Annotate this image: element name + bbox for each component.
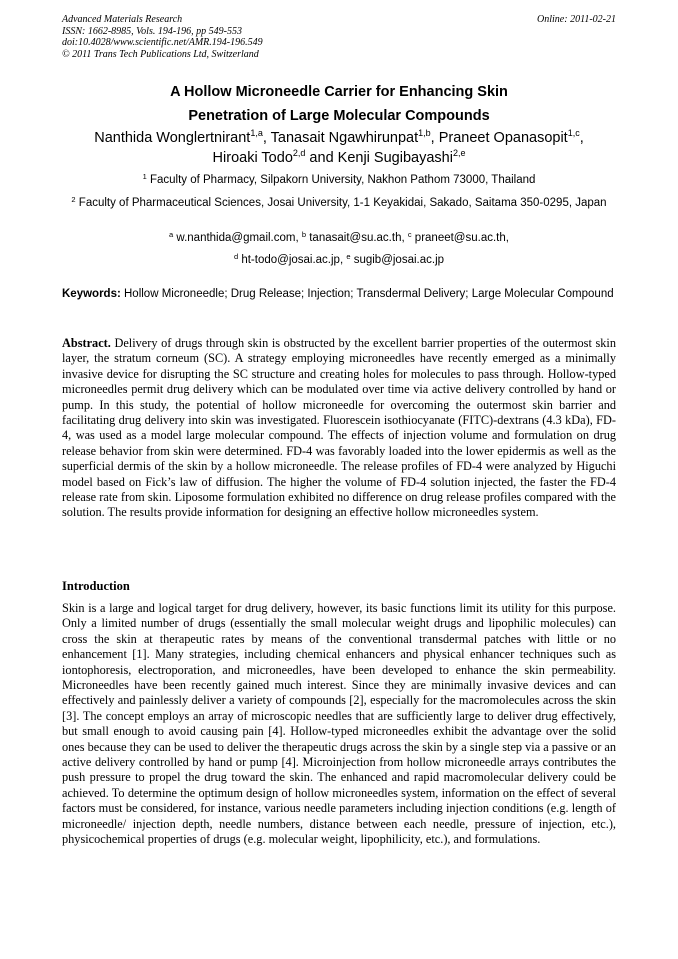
abstract-text: Delivery of drugs through skin is obstructed by the excellent barrier properties of the outermost skin layer, the stratum corneum (SC). A strategy employing microneedles have recently emerged as a minimally invasive device for disrupting the SC structure and creating holes for molecules to pass through. Hollow-typed microneedles permit drug delivery which can be modulated over time via active delivery controlled by hand or pump. In this study, the potential of hollow microneedle for overcoming the outermost skin barrier and facilitating drug delivery into skin was investigated. Fluorescein isothiocyanate (FITC)-dextrans (4.3 kDa), FD-4, was used as a model large molecular compound. The effects of injection volume and formulation on drug release behavior from skin were determined. FD-4 was favorably loaded into the lower epidermis as well as the superficial dermis of the skin by a hollow microneedle. The release profiles of FD-4 were analyzed by Higuchi model based on Fick’s law of diffusion. The higher the volume of FD-4 solution injected, the faster the FD-4 release rate from skin. Liposome formulation exhibited no difference on drug release profiles compared with the solution. The results provide information for designing an effective hollow microneedles system. [62,336,616,520]
introduction-heading: Introduction [62,579,130,593]
paper-title-line-2: Penetration of Large Molecular Compounds [188,108,490,124]
author-affiliation-mark: 1,b [418,128,431,138]
author-separator: , [579,130,584,146]
paper-title-line-1: A Hollow Microneedle Carrier for Enhancing Skin [170,84,508,100]
journal-header [62,14,616,60]
author-affiliation-mark: 1,c [567,128,580,138]
author-separator: , [430,130,439,146]
email-address[interactable]: praneet@su.ac.th, [411,232,509,244]
email-line-2 [62,253,616,268]
author-affiliation-mark: 2,e [452,148,466,158]
author-separator: and [305,150,338,166]
affiliation-number: 2 [71,195,76,204]
abstract-label: Abstract. [62,336,111,350]
keywords-label: Keywords: [62,288,121,300]
introduction-text: Skin is a large and logical target for drug delivery, however, its basic functions limit its utility for this purpose. Only a limited number of drugs (essentially the small molecular weight drugs and lipophilic molecules) can cross the skin at therapeutic rates by means of the conventional transdermal patches with little or no enhancement [1]. Many strategies, including chemical enhancers and physical enhancer techniques such as iontophoresis, electroporation, and microneedles, have been developed to enhance the skin permeability. Microneedles have been recently gained much interest. Since they are minimally invasive devices and can effectively and painlessly deliver a variety of compounds [2], especially for the macromolecules across the skin [3]. The concept employs an array of microscopic needles that are sufficiently large to deliver drug effectively, but small enough to avoid causing pain [4]. Hollow-typed microneedles exhibit the advantage over the solid ones because they can be used to deliver the therapeutic drugs across the skin by a single step via a passive or an active delivery controlled by hand or pump [4]. Microinjection from hollow microneedle arrays contributes the push pressure to propel the drug toward the skin. The enhanced and rapid macromolecular delivery could be achieved. To determine the optimum design of hollow microneedles system, information on the effect of several factors must be considered, for instance, various needle parameters including injection conditions (e.g. length of microneedle/ injection depth, needle numbers, distance between each needle, pressure of injection, etc.), physicochemical properties of drugs (e.g. molecular weight, lipophilicity, etc.), and formulations. [62,601,616,847]
abstract-section [62,336,616,521]
affiliation-2 [62,196,616,211]
email-line-1 [62,231,616,246]
journal-name: Advanced Materials Research [62,14,183,25]
author-affiliation-mark: 2,d [292,148,306,158]
email-mark: c [407,230,412,239]
doi-line[interactable]: doi:10.4028/www.scientific.net/AMR.194-196.549 [62,37,263,48]
email-address[interactable]: sugib@josai.ac.jp [350,254,445,266]
email-mark: e [346,252,351,261]
author-name: Hiroaki Todo [212,150,293,166]
author-name: Tanasait Ngawhirunpat [270,130,419,146]
author-affiliation-mark: 1,a [250,128,263,138]
affiliation-text: Faculty of Pharmaceutical Sciences, Josai University, 1-1 Keyakidai, Sakado, Saitama 350-0295, Japan [75,197,607,209]
copyright-line: © 2011 Trans Tech Publications Ltd, Switzerland [62,48,259,60]
author-list [40,128,638,168]
issn-line: ISSN: 1662-8985, Vols. 194-196, pp 549-553 [62,25,242,37]
affiliation-text: Faculty of Pharmacy, Silpakorn University, Nakhon Pathom 73000, Thailand [146,174,536,186]
email-address[interactable]: w.nanthida@gmail.com, [173,232,302,244]
email-address[interactable]: tanasait@su.ac.th, [306,232,408,244]
email-mark: a [169,230,174,239]
author-name: Praneet Opanasopit [438,130,568,146]
online-date: Online: 2011-02-21 [537,14,616,25]
author-separator: , [262,130,271,146]
affiliation-1 [62,173,616,188]
affiliation-number: 1 [142,172,147,181]
author-name: Kenji Sugibayashi [337,150,453,166]
email-mark: d [233,252,239,261]
email-address[interactable]: ht-todo@josai.ac.jp, [238,254,347,266]
email-mark: b [301,230,307,239]
keywords-text: Hollow Microneedle; Drug Release; Injection; Transdermal Delivery; Large Molecular Compound [120,288,614,300]
keywords-section [62,287,616,301]
author-name: Nanthida Wonglertnirant [94,130,251,146]
